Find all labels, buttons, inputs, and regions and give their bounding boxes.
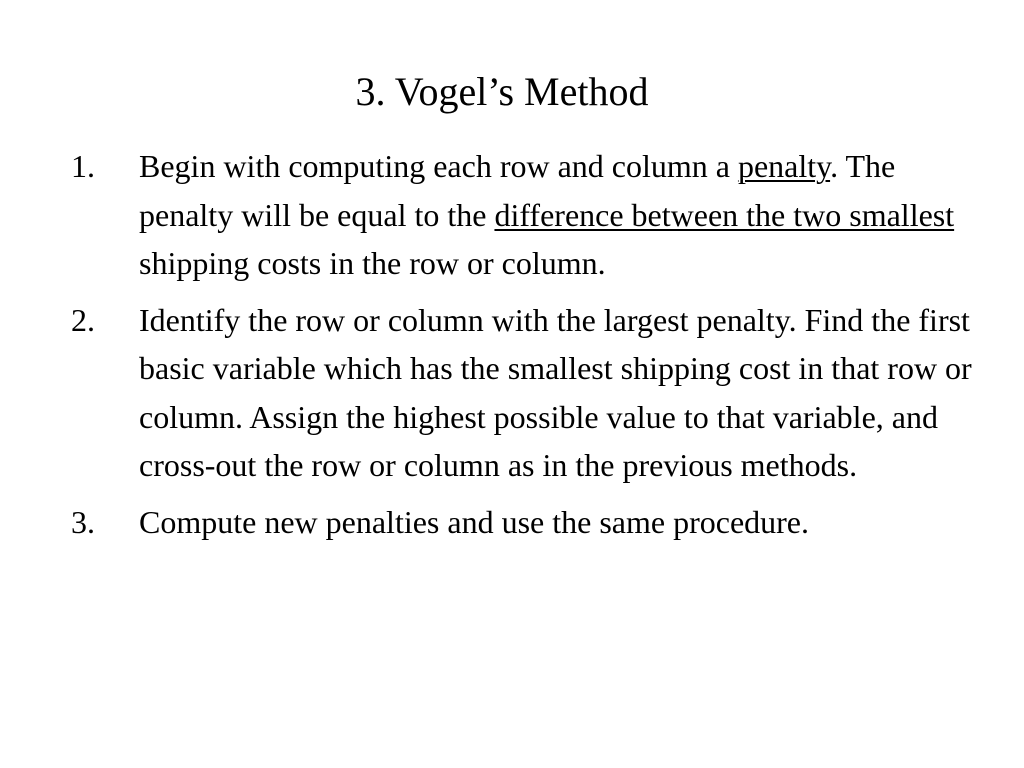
- underlined-term-penalty: penalty: [737, 148, 831, 184]
- item-text-part: . The penalty will be equal to the: [139, 148, 896, 233]
- list-item: [71, 296, 991, 490]
- list-item: [71, 142, 991, 288]
- item-number: 2.: [71, 301, 95, 338]
- underlined-term-difference: difference between the two smallest: [494, 196, 955, 233]
- item-text-part: shipping costs in the row or column.: [139, 245, 606, 281]
- list-item: [71, 498, 991, 547]
- slide-title: 3. Vogel’s Method: [355, 69, 649, 114]
- item-text: Compute new penalties and use the same procedure.: [139, 503, 809, 540]
- item-text-part: Begin with computing each row and column a: [139, 148, 738, 184]
- steps-list: [71, 142, 991, 546]
- item-text: Identify the row or column with the largest penalty. Find the first basic variable which has the smallest shipping cost in that row or column. Assign the highest possible value to that variable, and cross-out the row or column as in the previous methods.: [139, 301, 972, 483]
- item-number: 1.: [71, 148, 95, 184]
- item-number: 3.: [71, 503, 95, 540]
